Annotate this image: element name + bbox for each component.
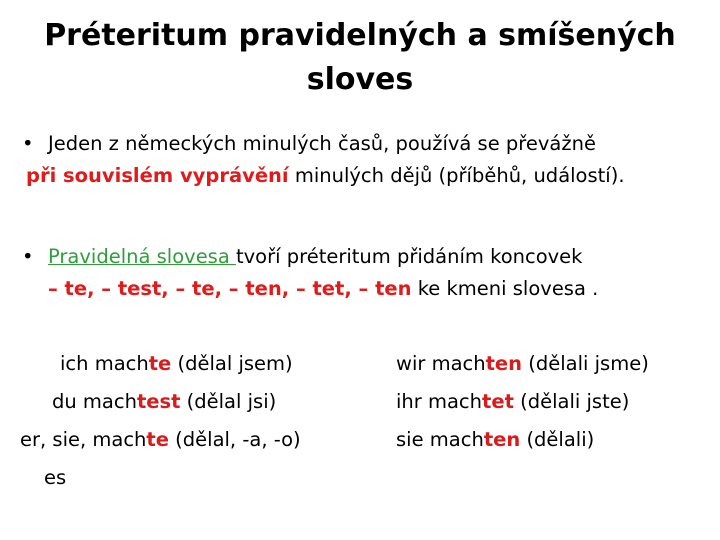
verb-stem: sie mach <box>396 428 484 451</box>
verb-ending: tet <box>482 390 514 413</box>
endings-list: – te, – test, – te, – ten, – tet, – ten <box>48 277 412 300</box>
conjugation-row <box>20 345 360 383</box>
bullet-definition-suffix: minulých dějů (příběhů, událostí). <box>288 164 625 187</box>
highlight-regular-verbs: Pravidelná slovesa <box>48 245 236 268</box>
verb-stem: es <box>44 466 67 489</box>
slide-title: Préteritum pravidelných a smíšených sloves <box>44 18 676 97</box>
verb-stem: wir mach <box>396 352 486 375</box>
bullet-regular-verbs-suffix: ke kmeni slovesa . <box>411 277 599 300</box>
bullet-regular-verbs-line1 <box>22 241 712 273</box>
verb-stem: ihr mach <box>396 390 483 413</box>
verb-translation: (dělal jsem) <box>171 352 293 375</box>
conjugation-row <box>20 459 360 497</box>
bullet-icon: • <box>22 132 34 155</box>
verb-translation: (dělali jsme) <box>522 352 649 375</box>
bullet-definition-line1: Jeden z německých minulých časů, používá se převážně <box>48 132 596 155</box>
verb-ending: ten <box>485 352 523 375</box>
verb-stem: er, sie, mach <box>20 428 147 451</box>
bullet-definition <box>22 128 712 192</box>
bullet-regular-verbs <box>22 241 712 305</box>
verb-ending: test <box>136 390 181 413</box>
bullet-definition-line2 <box>22 160 712 192</box>
verb-ending: ten <box>483 428 521 451</box>
conjugation-row <box>20 421 360 459</box>
verb-translation: (dělal jsi) <box>180 390 277 413</box>
conjugation-plural <box>396 345 716 459</box>
verb-stem: du mach <box>52 390 137 413</box>
conjugation-singular <box>20 345 360 497</box>
highlight-narration: při souvislém vyprávění <box>26 164 289 187</box>
conjugation-row <box>20 383 360 421</box>
bullet-regular-verbs-text: tvoří préteritum přidáním koncovek <box>236 245 583 268</box>
verb-ending: te <box>148 352 172 375</box>
conjugation-row <box>396 383 716 421</box>
bullet-regular-verbs-line2 <box>22 273 712 305</box>
verb-translation: (dělal, -a, -o) <box>168 428 301 451</box>
verb-ending: te <box>146 428 169 451</box>
verb-stem: ich mach <box>60 352 149 375</box>
conjugation-row <box>396 345 716 383</box>
verb-translation: (dělali jste) <box>513 390 630 413</box>
conjugation-row <box>396 421 716 459</box>
verb-translation: (dělali) <box>520 428 595 451</box>
bullet-icon: • <box>22 245 34 268</box>
